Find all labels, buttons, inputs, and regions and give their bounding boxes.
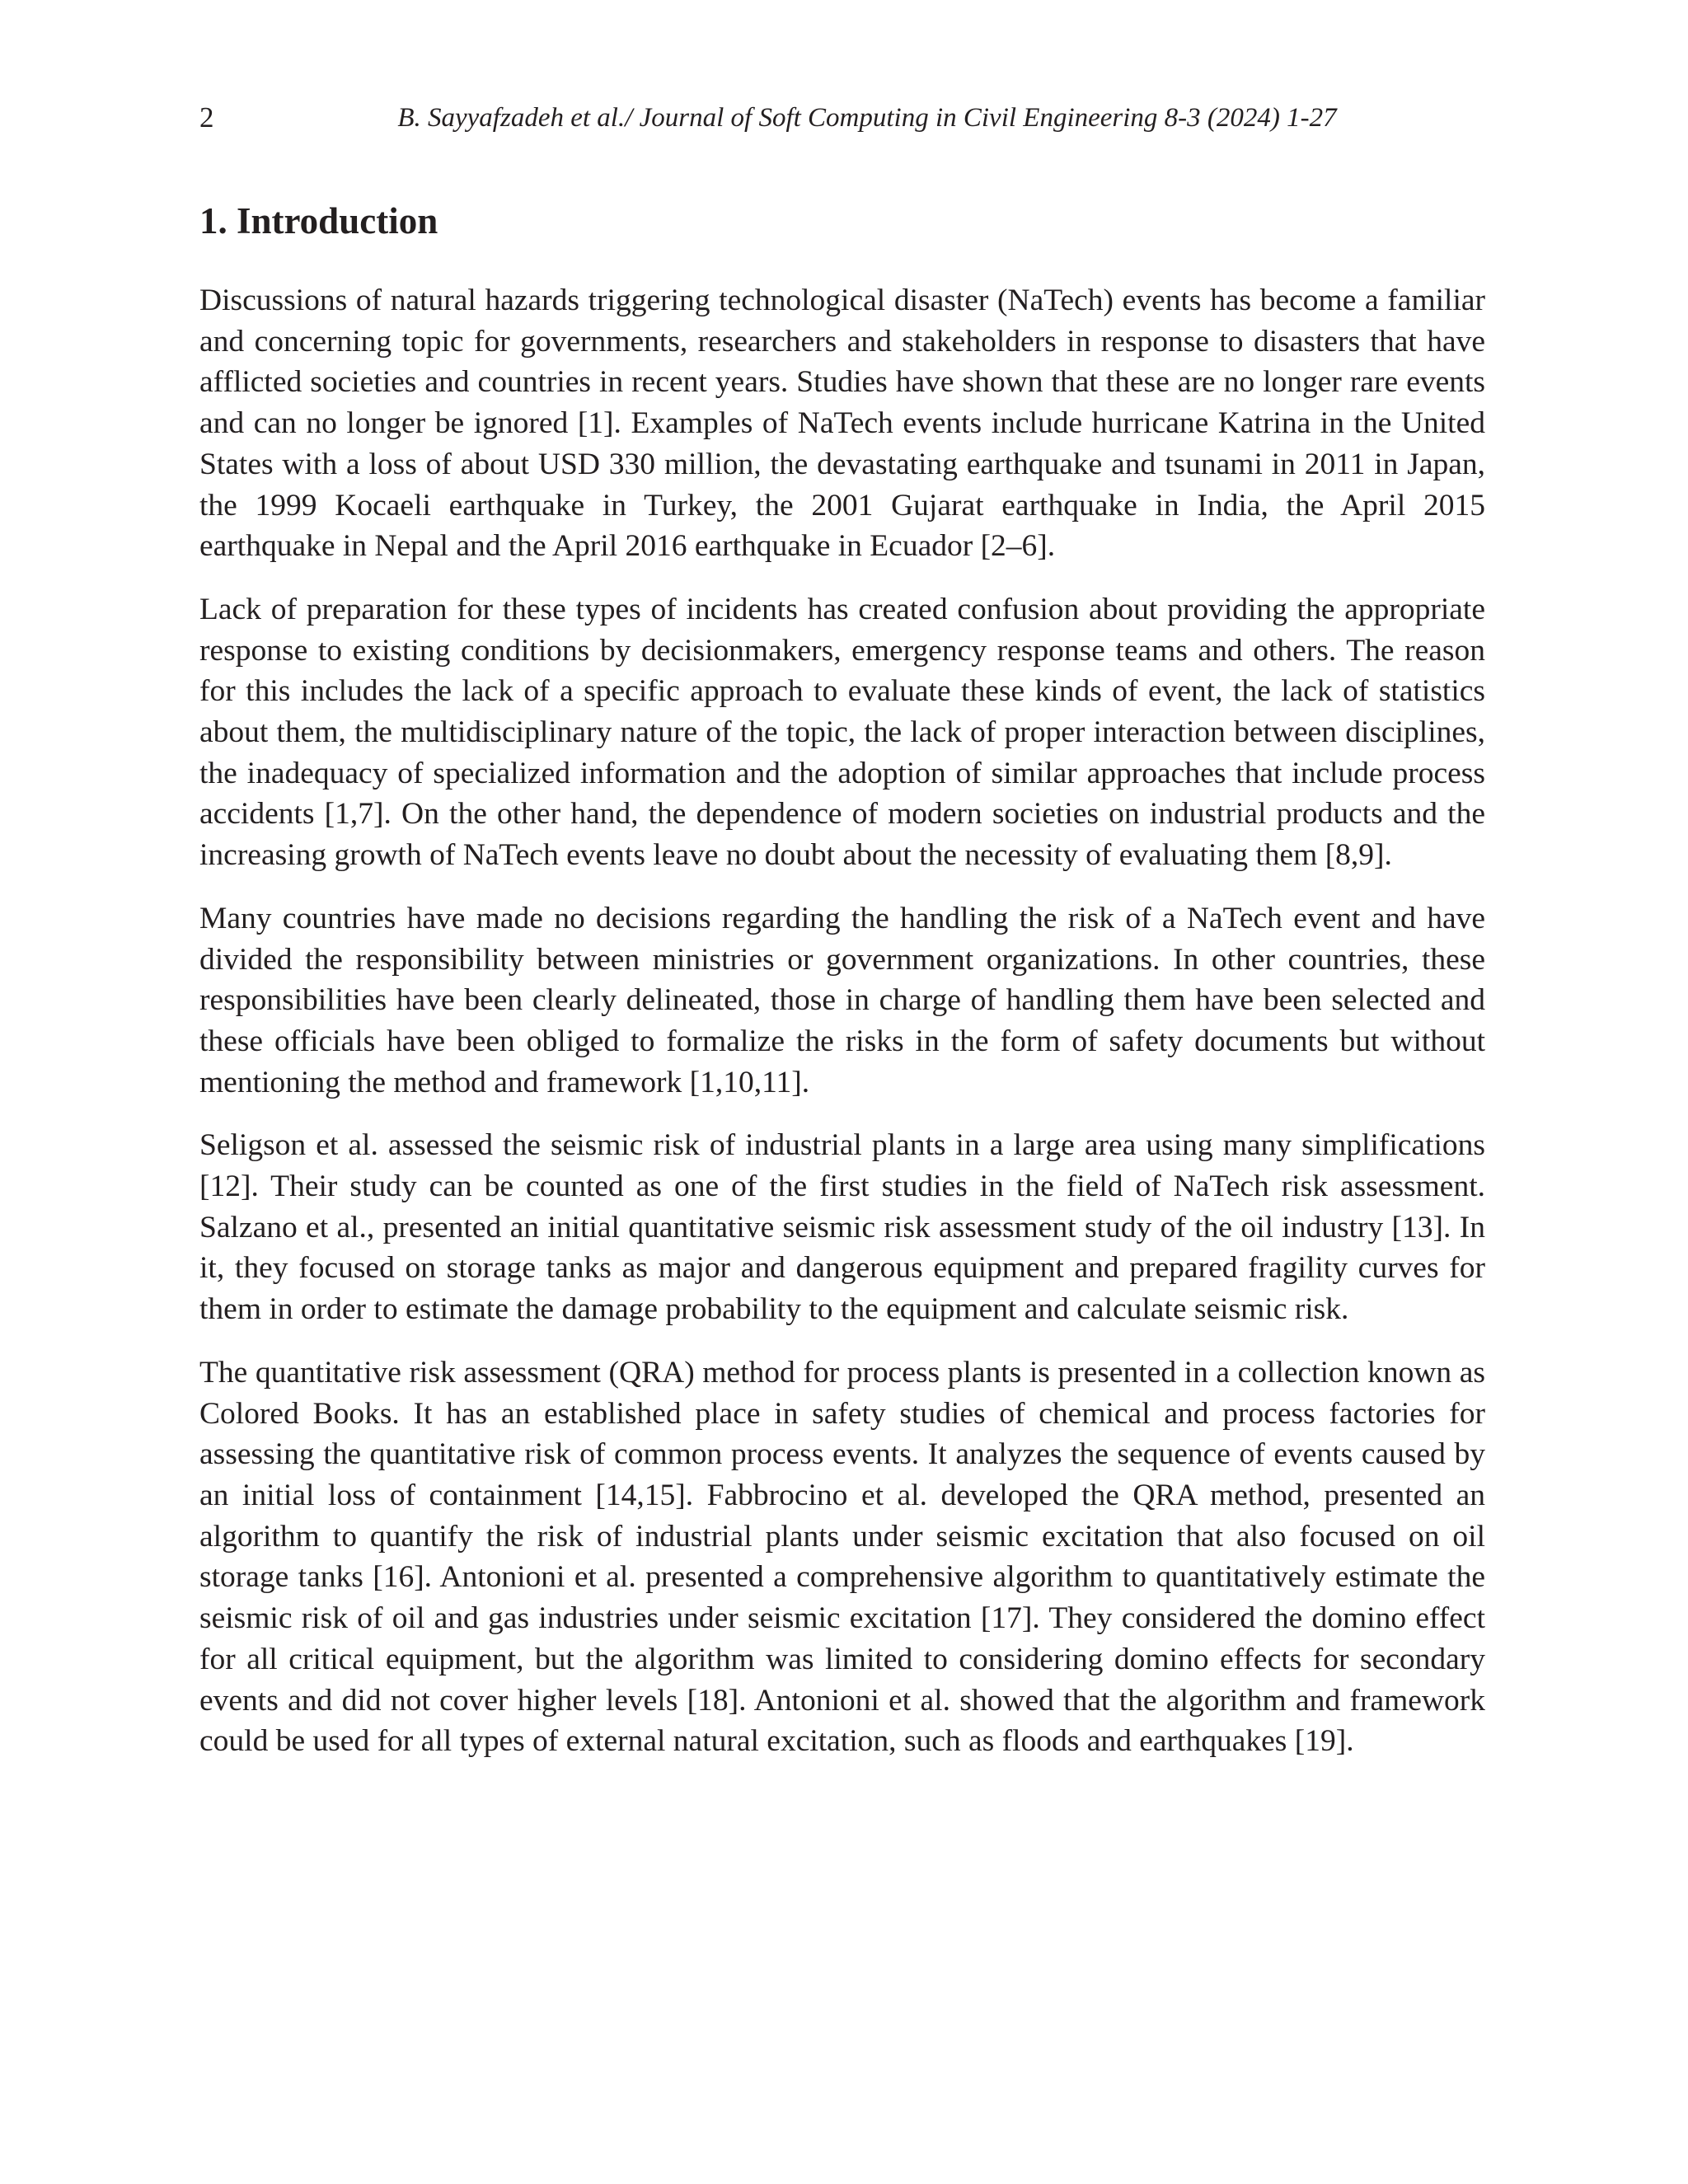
- paragraph-natech-overview: Discussions of natural hazards triggering technological disaster (NaTech) events has become a familiar and concerning topic for governments, researchers and stakeholders in response to disasters that have afflicted societies and countries in recent years. Studies have shown that these are no longer rare events and can no longer be ignored [1]. Examples of NaTech events include hurricane Katrina in the United States with a loss of about USD 330 million, the devastating earthquake and tsunami in 2011 in Japan, the 1999 Kocaeli earthquake in Turkey, the 2001 Gujarat earthquake in India, the April 2015 earthquake in Nepal and the April 2016 earthquake in Ecuador [2–6].: [199, 284, 1485, 564]
- section-heading: 1. Introduction: [199, 200, 438, 241]
- paragraph-seismic-risk-studies: Seligson et al. assessed the seismic risk of industrial plants in a large area using many simplifications [12]. Their study can be counted as one of the first studies in the field of NaTech risk assessment. Salzano et al., presented an initial quantitative seismic risk assessment study of the oil industry [13]. In it, they focused on storage tanks as major and dangerous equipment and prepared fragility curves for them in order to estimate the damage probability to the equipment and calculate seismic risk.: [199, 1128, 1485, 1327]
- section-introduction: [199, 194, 1485, 1784]
- paragraph-qra-method: The quantitative risk assessment (QRA) method for process plants is presented in a collection known as Colored Books. It has an established place in safety studies of chemical and process factories for assessing the quantitative risk of common process events. It analyzes the sequence of events caused by an initial loss of containment [14,15]. Fabbrocino et al. developed the QRA method, presented an algorithm to quantify the risk of industrial plants under seismic excitation that also focused on oil storage tanks [16]. Antonioni et al. presented a comprehensive algorithm to quantitatively estimate the seismic risk of oil and gas industries under seismic excitation [17]. They considered the domino effect for all critical equipment, but the algorithm was limited to considering domino effects for secondary events and did not cover higher levels [18]. Antonioni et al. showed that the algorithm and framework could be used for all types of external natural excitation, such as floods and earthquakes [19].: [199, 1355, 1485, 1759]
- paragraph-country-responsibilities: Many countries have made no decisions regarding the handling the risk of a NaTech event and have divided the responsibility between ministries or government organizations. In other countries, these responsibilities have been clearly delineated, those in charge of handling them have been selected and these officials have been obliged to formalize the risks in the form of safety documents but without mentioning the method and framework [1,10,11].: [199, 901, 1485, 1099]
- paragraph-lack-of-preparation: Lack of preparation for these types of incidents has created confusion about providing the appropriate response to existing conditions by decisionmakers, emergency response teams and others. The reason for this includes the lack of a specific approach to evaluate these kinds of event, the lack of statistics about them, the multidisciplinary nature of the topic, the lack of proper interaction between disciplines, the inadequacy of specialized information and the adoption of similar approaches that include process accidents [1,7]. On the other hand, the dependence of modern societies on industrial products and the increasing growth of NaTech events leave no doubt about the necessity of evaluating them [8,9].: [199, 592, 1485, 873]
- page-number: 2: [199, 101, 214, 134]
- running-header: [199, 97, 1485, 138]
- journal-citation: B. Sayyafzadeh et al./ Journal of Soft Computing in Civil Engineering 8-3 (2024) 1-27: [397, 103, 1337, 133]
